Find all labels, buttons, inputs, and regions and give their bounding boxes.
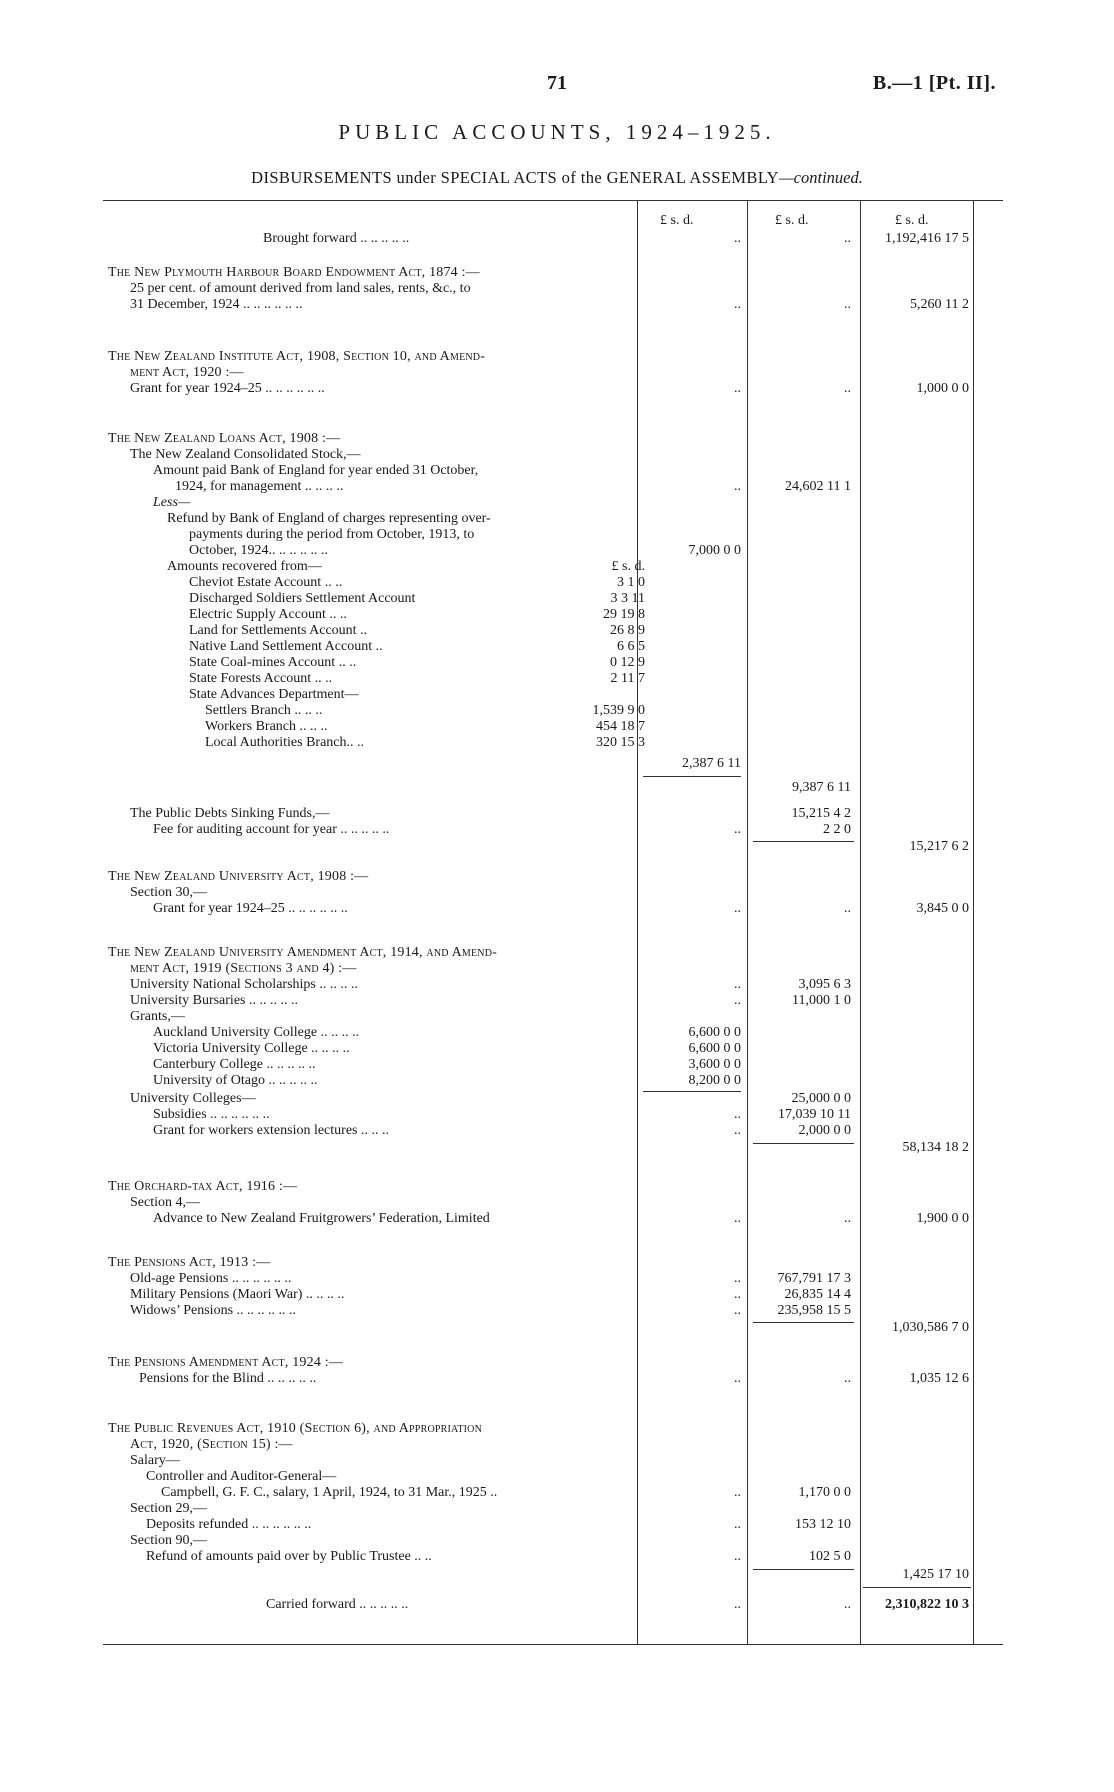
recovered-item-label: Native Land Settlement Account .. [189,639,383,654]
college-label: University of Otago .. .. .. .. .. [153,1073,318,1088]
sinking-funds-label: The Public Debts Sinking Funds,— [130,806,330,821]
total-rule [863,1587,971,1588]
subcolumn-header: £ s. d. [611,559,645,574]
amount-col2: .. [844,1371,851,1386]
branch-amount: 320 15 3 [596,735,645,750]
recovered-item-amount: 3 1 0 [617,575,645,590]
public-revenues-act-cont: Act, 1920, (Section 15) :— [130,1437,293,1452]
amount-col2: 15,215 4 2 [791,806,851,821]
accounts-ledger [103,200,1003,1645]
recovered-item-label: Land for Settlements Account .. [189,623,368,638]
recovered-item-label: State Coal-mines Account .. .. [189,655,357,670]
branch-amount: 1,539 9 0 [592,703,645,718]
pension-label: Old-age Pensions .. .. .. .. .. .. [130,1271,292,1286]
recovered-item-amount: 29 19 8 [603,607,645,622]
recovered-item-amount: 26 8 9 [610,623,645,638]
branch-amount: 454 18 7 [596,719,645,734]
section-29-label: Section 29,— [130,1501,207,1516]
nz-loans-amount-cont: 1924, for management .. .. .. .. [175,479,344,494]
amount-col1: .. [734,993,741,1008]
amount-col1: .. [734,1517,741,1532]
column-divider [747,201,748,1644]
amount-col3: 1,030,586 7 0 [892,1320,969,1335]
new-plymouth-act: The New Plymouth Harbour Board Endowment Act, 1874 :— [108,265,480,280]
college-label: Canterbury College .. .. .. .. .. [153,1057,316,1072]
amount-col2: .. [844,381,851,396]
total-rule [643,776,741,777]
recovered-total: 2,387 6 11 [682,756,741,771]
college-amount: 8,200 0 0 [688,1073,741,1088]
total-rule [753,1322,854,1323]
amount-col2: 24,602 11 1 [785,479,851,494]
amount-col2: .. [844,1211,851,1226]
nz-loans-recovered: Amounts recovered from— [167,559,322,574]
amount-col1: .. [734,1211,741,1226]
amount-col1: .. [734,1485,741,1500]
university-amend-act-cont: ment Act, 1919 (Sections 3 and 4) :— [130,961,357,976]
college-amount: 3,600 0 0 [688,1057,741,1072]
workers-extension-label: Grant for workers extension lectures .. .. .. [153,1123,389,1138]
college-label: Victoria University College .. .. .. .. [153,1041,350,1056]
nz-institute-grant: Grant for year 1924–25 .. .. .. .. .. .. [130,381,325,396]
amount-col1: .. [734,297,741,312]
college-amount: 6,600 0 0 [688,1041,741,1056]
amount-col2: 3,095 6 3 [798,977,851,992]
amount-col2: 2,000 0 0 [798,1123,851,1138]
amount-col3: 3,845 0 0 [916,901,969,916]
college-label: Auckland University College .. .. .. .. [153,1025,360,1040]
recovered-item-label: Discharged Soldiers Settlement Account [189,591,416,606]
orchard-section: Section 4,— [130,1195,200,1210]
amount-col1: .. [734,1271,741,1286]
orchard-act: The Orchard-tax Act, 1916 :— [108,1179,298,1194]
amount-col1: .. [734,822,741,837]
amount-col3: 1,900 0 0 [916,1211,969,1226]
amount-col1: .. [734,381,741,396]
column-header-3: £ s. d. [895,213,929,228]
brought-forward-label: Brought forward .. .. .. .. .. [263,231,410,246]
less-total: 9,387 6 11 [792,780,851,795]
amount-col3: 15,217 6 2 [909,839,969,854]
blind-pensions: Pensions for the Blind .. .. .. .. .. [139,1371,317,1386]
nz-loans-refund: Refund by Bank of England of charges representing over- [167,511,491,526]
amount-col2: .. [844,901,851,916]
amount-col1: .. [734,1287,741,1302]
nz-institute-act-cont: ment Act, 1920 :— [130,365,244,380]
column-divider [860,201,861,1644]
amount-col1: .. [734,1597,741,1612]
amount-col2: .. [844,297,851,312]
column-divider [637,201,638,1644]
recovered-item-amount: 2 11 7 [610,671,645,686]
nz-institute-act: The New Zealand Institute Act, 1908, Section 10, and Amend- [108,349,486,364]
recovered-item-amount: 3 3 11 [610,591,645,606]
amount-col1: .. [734,1107,741,1122]
amount-col2: 11,000 1 0 [792,993,851,1008]
university-section: Section 30,— [130,885,207,900]
recovered-item-label: Electric Supply Account .. .. [189,607,347,622]
carried-forward-label: Carried forward .. .. .. .. .. [266,1597,409,1612]
nz-loans-act: The New Zealand Loans Act, 1908 :— [108,431,341,446]
recovered-item-label: State Forests Account .. .. [189,671,333,686]
amount-col3: 1,000 0 0 [916,381,969,396]
salary-label: Salary— [130,1453,180,1468]
nz-loans-stock: The New Zealand Consolidated Stock,— [130,447,361,462]
new-plymouth-line1: 25 per cent. of amount derived from land sales, rents, &c., to [130,281,471,296]
public-revenues-act: The Public Revenues Act, 1910 (Section 6), and Appropriation [108,1421,483,1436]
amount-col1: .. [734,901,741,916]
page-number: 71 [547,72,567,94]
orchard-advance: Advance to New Zealand Fruitgrowers’ Federation, Limited [153,1211,490,1226]
amount-col3: 5,260 11 2 [910,297,969,312]
pension-label: Military Pensions (Maori War) .. .. .. .. [130,1287,345,1302]
branch-label: Workers Branch .. .. .. [205,719,328,734]
university-act: The New Zealand University Act, 1908 :— [108,869,369,884]
pensions-amend-act: The Pensions Amendment Act, 1924 :— [108,1355,344,1370]
amount-col2: 25,000 0 0 [791,1091,851,1106]
amount-col2: 102 5 0 [809,1549,851,1564]
university-grant: Grant for year 1924–25 .. .. .. .. .. .. [153,901,348,916]
pension-label: Widows’ Pensions .. .. .. .. .. .. [130,1303,297,1318]
amount-col1: .. [734,1371,741,1386]
campbell-salary: Campbell, G. F. C., salary, 1 April, 1924, to 31 Mar., 1925 .. [161,1485,498,1500]
amount-col1: 7,000 0 0 [688,543,741,558]
subtitle-continued: —continued. [778,168,863,187]
section-90-label: Section 90,— [130,1533,207,1548]
recovered-item-amount: 6 6 5 [617,639,645,654]
amount-col1: .. [734,1549,741,1564]
public-trustee-refund: Refund of amounts paid over by Public Trustee .. .. [146,1549,432,1564]
amount-col2: 26,835 14 4 [784,1287,851,1302]
nz-loans-refund-end: October, 1924.. .. .. .. .. .. [189,543,329,558]
amount-col1: .. [734,479,741,494]
grants-label: Grants,— [130,1009,185,1024]
amount-col2: .. [844,1597,851,1612]
university-colleges-label: University Colleges— [130,1091,256,1106]
controller-label: Controller and Auditor-General— [146,1469,337,1484]
amount-col2: 2 2 0 [823,822,851,837]
total-rule [753,1569,854,1570]
amount-col2: 767,791 17 3 [777,1271,851,1286]
recovered-item-amount: 0 12 9 [610,655,645,670]
amount-col3: 1,425 17 10 [902,1567,969,1582]
amount-col3: 1,035 12 6 [909,1371,969,1386]
document-reference: B.—1 [Pt. II]. [872,72,996,94]
university-amend-act: The New Zealand University Amendment Act, 1914, and Amend- [108,945,498,960]
amount-col3: 58,134 18 2 [902,1140,969,1155]
page-title: PUBLIC ACCOUNTS, 1924–1925. [338,120,776,144]
amount-col1: .. [734,977,741,992]
total-rule [753,841,854,842]
pensions-act: The Pensions Act, 1913 :— [108,1255,271,1270]
amount-col2: 153 12 10 [795,1517,851,1532]
amount-col1: .. [734,1123,741,1138]
bursaries-label: University Bursaries .. .. .. .. .. [130,993,298,1008]
column-header-2: £ s. d. [775,213,809,228]
carried-forward-total: 2,310,822 10 3 [885,1597,969,1612]
amount-col1: .. [734,231,741,246]
new-plymouth-line2: 31 December, 1924 .. .. .. .. .. .. [130,297,303,312]
recovered-item-label: Cheviot Estate Account .. .. [189,575,343,590]
subtitle-main: DISBURSEMENTS under SPECIAL ACTS of the GENERAL ASSEMBLY [251,168,779,187]
scholarships-label: University National Scholarships .. .. .. .. [130,977,358,992]
amount-col2: 17,039 10 11 [778,1107,851,1122]
nz-loans-refund-cont: payments during the period from October, 1913, to [189,527,475,542]
page-subtitle [0,168,1114,188]
deposits-refunded: Deposits refunded .. .. .. .. .. .. [146,1517,312,1532]
amount-col1: .. [734,1303,741,1318]
subsidies-label: Subsidies .. .. .. .. .. .. [153,1107,270,1122]
column-divider [973,201,974,1644]
nz-loans-amount: Amount paid Bank of England for year ended 31 October, [153,463,479,478]
nz-loans-less: Less— [153,495,191,510]
amount-col2: 235,958 15 5 [777,1303,851,1318]
branch-label: Settlers Branch .. .. .. [205,703,323,718]
amount-col2: 1,170 0 0 [798,1485,851,1500]
sinking-fee: Fee for auditing account for year .. .. .. .. .. [153,822,390,837]
total-rule [643,1091,741,1092]
column-header-1: £ s. d. [660,213,694,228]
amount-col3: 1,192,416 17 5 [885,231,969,246]
branch-label: Local Authorities Branch.. .. [205,735,365,750]
state-advances-heading: State Advances Department— [189,687,359,702]
amount-col2: .. [844,231,851,246]
college-amount: 6,600 0 0 [688,1025,741,1040]
total-rule [753,1143,854,1144]
